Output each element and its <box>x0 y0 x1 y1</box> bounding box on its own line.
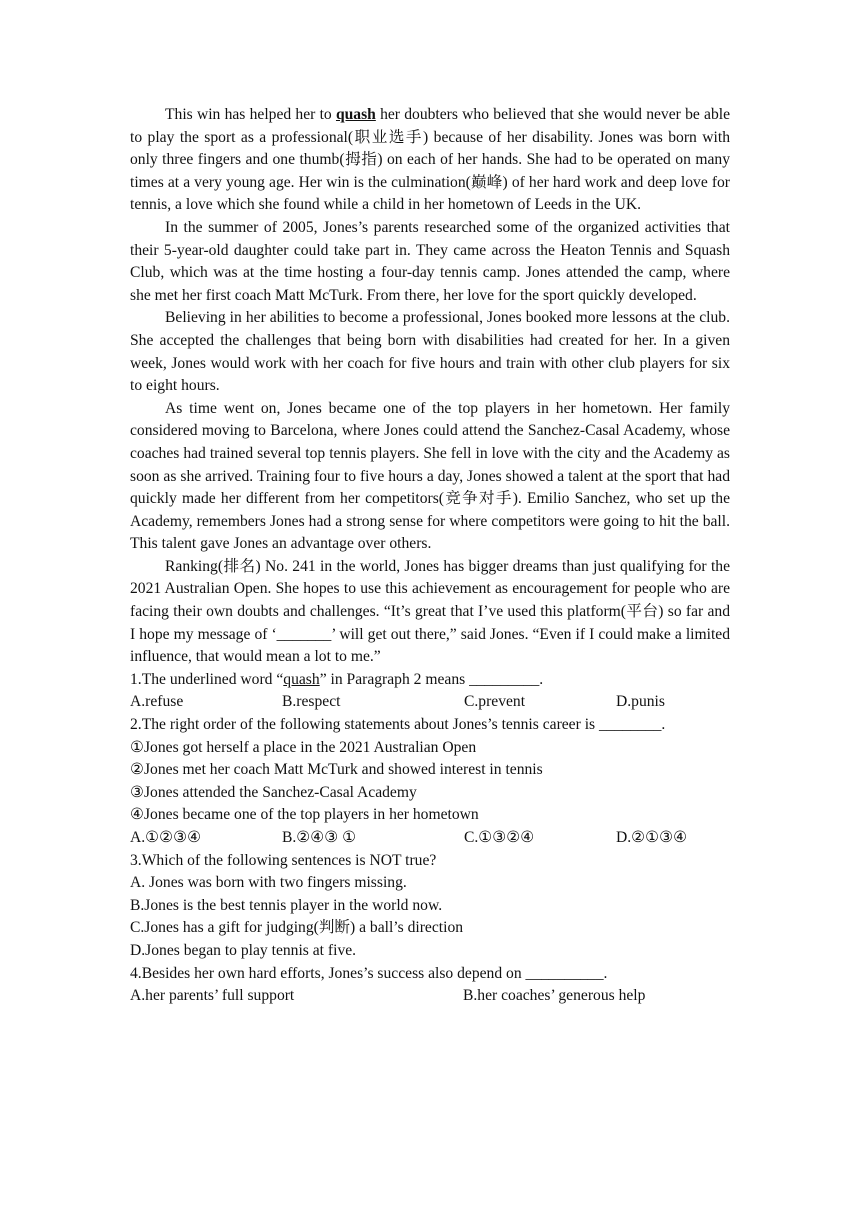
question-2-option-b[interactable]: B.②④③ ① <box>282 829 357 846</box>
paragraph-2: In the summer of 2005, Jones’s parents researched some of the organized activities that their 5-year-old daughter could take part in. They came across the Heaton Tennis and Squash Club, which was at the time hosting a four-day tennis camp. Jones attended the camp, where she met her first coach Matt McTurk. From there, her love for the sport quickly developed. <box>130 218 730 304</box>
question-2-option-d[interactable]: D.②①③④ <box>616 829 688 846</box>
question-1-text-after: ” in Paragraph 2 means _________. <box>319 670 544 688</box>
question-1-option-a[interactable]: A.refuse <box>130 693 184 711</box>
question-2-options <box>130 827 730 850</box>
question-2-stem: 2.The right order of the following statements about Jones’s tennis career is ________. <box>130 716 666 734</box>
question-3-stem: 3.Which of the following sentences is NOT true? <box>130 851 437 869</box>
document-page <box>130 104 730 1008</box>
question-2-statement-2: ②Jones met her coach Matt McTurk and showed interest in tennis <box>130 761 543 779</box>
question-1-option-d[interactable]: D.punis <box>616 693 665 711</box>
question-2-statement-4: ④Jones became one of the top players in her hometown <box>130 806 479 824</box>
question-3-option-c[interactable]: C.Jones has a gift for judging(判断) a ball’s direction <box>130 919 464 937</box>
paragraph-4: As time went on, Jones became one of the top players in her hometown. Her family considered moving to Barcelona, where Jones could attend the Sanchez-Casal Academy, whose coaches had trained several top tennis players. She fell in love with the city and the Academy as soon as she arrived. Training four to five hours a day, Jones showed a talent at the sport that had quickly made her different from her competitors(竞争对手). Emilio Sanchez, who set up the Academy, remembers Jones had a strong sense for where competitors were going to hit the ball. This talent gave Jones an advantage over others. <box>130 399 730 553</box>
question-3-option-d[interactable]: D.Jones began to play tennis at five. <box>130 941 357 959</box>
question-2-option-c[interactable]: C.①③②④ <box>464 829 535 846</box>
question-3-option-a[interactable]: A. Jones was born with two fingers missing. <box>130 874 407 892</box>
question-1-underlined-word: quash <box>283 670 320 688</box>
question-4-option-b[interactable]: B.her coaches’ generous help <box>463 987 646 1005</box>
question-1-options <box>130 691 730 714</box>
question-4-stem: 4.Besides her own hard efforts, Jones’s success also depend on __________. <box>130 964 608 982</box>
question-1-text-before: 1.The underlined word “ <box>130 670 284 688</box>
question-2-option-a[interactable]: A.①②③④ <box>130 829 202 846</box>
paragraph-5: Ranking(排名) No. 241 in the world, Jones has bigger dreams than just qualifying for the 2021 Australian Open. She hopes to use this achievement as encouragement for people who are facing their own doubts and challenges. “It’s great that I’ve used this platform(平台) so far and I hope my message of ‘_______’ will get out there,” said Jones. “Even if I could make a limited influence, that would mean a lot to me.” <box>130 557 730 666</box>
question-3-option-b[interactable]: B.Jones is the best tennis player in the world now. <box>130 896 443 914</box>
question-4-option-a[interactable]: A.her parents’ full support <box>130 987 295 1005</box>
paragraph-3: Believing in her abilities to become a professional, Jones booked more lessons at the club. She accepted the challenges that being born with disabilities had created for her. In a given week, Jones would work with her coach for five hours and train with other club players for six to eight hours. <box>130 309 730 395</box>
question-2-statement-3: ③Jones attended the Sanchez-Casal Academy <box>130 783 417 801</box>
paragraph-1 <box>130 104 730 217</box>
question-1-stem <box>130 669 730 692</box>
paragraph-1-text-before: This win has helped her to <box>165 106 336 123</box>
underlined-keyword: quash <box>335 106 376 123</box>
question-2-statement-1: ①Jones got herself a place in the 2021 Australian Open <box>130 738 477 756</box>
question-1-option-c[interactable]: C.prevent <box>464 693 526 711</box>
paragraph-1-text-after: her doubters who believed that she would never be able to play the sport as a professional(职业选手) because of her disability. Jones was born with only three fingers and one thumb(拇指) on each of her hands. She had to be operated on many times at a very young age. Her win is the culmination(巅峰) of her hard work and deep love for tennis, a love which she found while a child in her hometown of Leeds in the UK. <box>130 106 730 214</box>
question-1-option-b[interactable]: B.respect <box>282 693 341 711</box>
question-4-options <box>130 985 730 1008</box>
